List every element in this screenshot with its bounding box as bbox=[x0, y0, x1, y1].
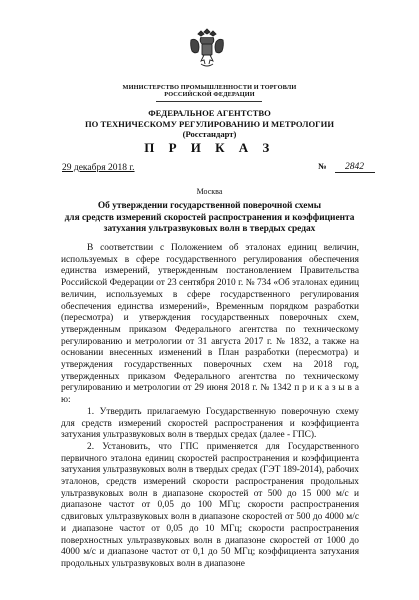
agency-heading bbox=[0, 108, 419, 140]
agency-line: ПО ТЕХНИЧЕСКОМУ РЕГУЛИРОВАНИЮ И МЕТРОЛОГИИ bbox=[84, 118, 335, 129]
order-body bbox=[61, 243, 359, 571]
order-number bbox=[318, 161, 375, 173]
order-date bbox=[62, 163, 135, 173]
subject-line: для средств измерений скоростей распространения и коэффициента bbox=[64, 212, 355, 223]
agency-line: (Росстандарт) bbox=[182, 129, 237, 140]
body-paragraph: 1. Утвердить прилагаемую Государственную поверочную схему для средств измерений скоростей распространения и коэффициента затухания ультразвуковых волн в твердых средах (далее - ГПС). bbox=[61, 406, 359, 441]
order-date-value: 29 декабря 2018 г. bbox=[62, 163, 135, 173]
ministry-line: РОССИЙСКОЙ ФЕДЕРАЦИИ bbox=[164, 91, 255, 99]
order-number-value: 2842 bbox=[335, 162, 375, 173]
agency-line: ФЕДЕРАЛЬНОЕ АГЕНТСТВО bbox=[148, 108, 271, 118]
body-paragraph: 2. Установить, что ГПС применяется для Государственного первичного эталона единиц скоростей распространения и коэффициента затухания ультразвуковых волн в твердых средах (ГЭТ 189-2014), рабочих эталонов, средств измерений скорости распространения продольных ультразвуковых волн в диапазоне скоростей от 500 до 15 000 м/с и диапазоне частот от 0,05 до 100 МГц; скорости распространения сдвиговых ультразвуковых волн в диапазоне скоростей от 500 до 4000 м/с и диапазоне частот от 0,05 до 10 МГц; скорости распространения поверхностных ультразвуковых волн в диапазоне скоростей от 1000 до 4000 м/с и диапазоне частот от 0,1 до 50 МГц; коэффициента затухания продольных ультразвуковых волн в диапазоне bbox=[61, 441, 359, 569]
subject-line: затухания ультразвуковых волн в твердых средах bbox=[103, 224, 316, 235]
city-label: Москва bbox=[196, 187, 223, 196]
order-subject bbox=[58, 201, 361, 236]
ministry-line: МИНИСТЕРСТВО ПРОМЫШЛЕННОСТИ И ТОРГОВЛИ bbox=[122, 84, 297, 91]
ministry-heading bbox=[0, 84, 419, 99]
body-paragraph: В соответствии с Положением об эталонах единиц величин, используемых в сфере государственного регулирования обеспечения единства измерений, утвержденным постановлением Правительства Российской Федерации от 23 сентября 2010 г. № 734 «Об эталонах единиц величин, используемых в сфере государственного регулирования обеспечения единства измерений», Временным порядком разработки (пересмотра) и утверждения государственных поверочных схем, утвержденным приказом Федерального агентства по техническому регулированию и метрологии от 31 августа 2017 г. № 1832, а также на основании внесенных изменений в План разработки (пересмотра) и утверждения государственных поверочных схем на 2018 год, утвержденных приказом Федерального агентства по техническому регулированию и метрологии от 29 июня 2018 г. № 1342 п р и к а з ы в а ю: bbox=[61, 243, 359, 406]
subject-line: Об утверждении государственной поверочной схемы bbox=[97, 201, 322, 211]
heading-divider bbox=[156, 101, 262, 102]
coat-of-arms-emblem bbox=[189, 28, 225, 70]
order-title: П Р И К А З bbox=[144, 140, 275, 155]
number-symbol: № bbox=[318, 161, 327, 171]
